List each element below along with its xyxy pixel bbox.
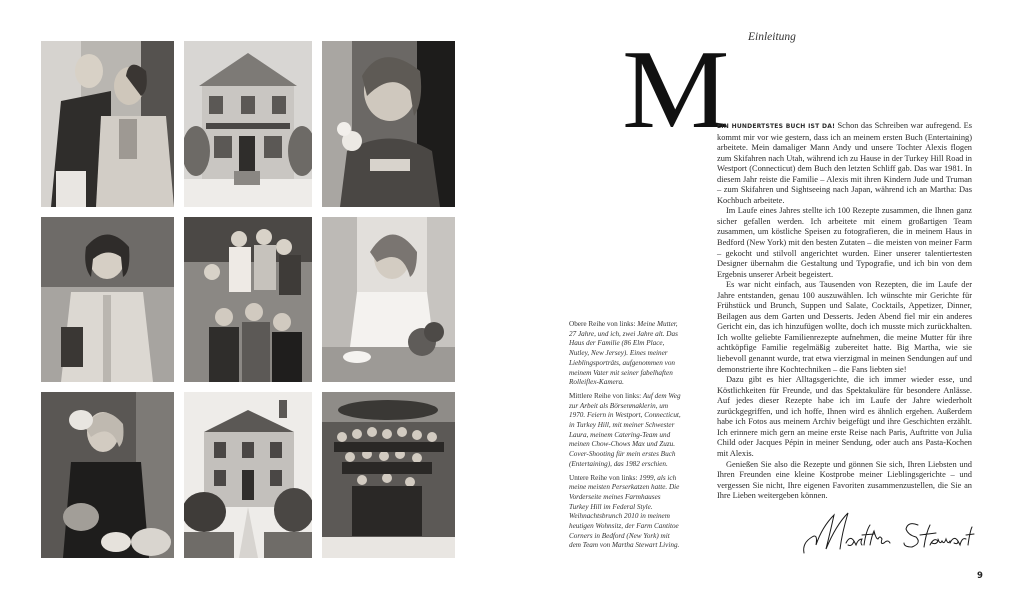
- caption-label: Obere Reihe von links:: [569, 320, 636, 328]
- caption-text: Meine Mutter, 27 Jahre, und ich, zwei Jahre alt. Das Haus der Familie (86 Elm Place, Nutley, New Jersey). Eines meiner Lieblingsporträts, aufgenommen von meinem Vater mit seiner fabelhaften Rolleiflex-Kamera.: [569, 320, 678, 387]
- photo-mother-and-daughter: [41, 41, 174, 207]
- page-number: 9: [977, 571, 983, 581]
- photo-turkey-hill-farmhouse: [184, 392, 312, 558]
- photo-christmas-brunch-team: [322, 392, 455, 558]
- paragraph-text: Schon das Schreiben war aufregend. Es kommt mir vor wie gestern, dass ich an meinem ersten Buch (Entertaining) arbeitete. Mein damaliger Mann Andy und unsere Tochter Alexis flogen zum Skifahren nach Utah, während ich zu Hause in der Turkey Hill Road in Westport (Connecticut) dem Buch den letzten Schliff gab. Das war 1981. In diesem Jahr reiste die Familie – Alexis mit ihren Kindern Jude und Truman – zum Skifahren und Sightseeing nach Japan, während ich an Martha: Das Kochbuch arbeitete.: [717, 121, 972, 205]
- caption-bottom-row: [569, 474, 681, 552]
- caption-label: Untere Reihe von links:: [569, 473, 638, 482]
- introduction-body: [717, 121, 972, 502]
- drop-cap: M: [622, 28, 730, 152]
- signature-martha-stewart: [800, 505, 975, 560]
- photo-trench-coat: [41, 217, 174, 382]
- lead-in: EIN HUNDERTSTES BUCH IST DA!: [717, 123, 836, 130]
- caption-text: Auf dem Weg zur Arbeit als Börsenmaklerin, um 1970. Feiern in Westport, Connecticut, in Turkey Hill, mit meiner Schwester Laura, meinem Catering-Team und meinen Chow-Chows Max und Zuzu. Cover-Shooting für mein erstes Buch (Entertaining), das 1982 erschien.: [569, 391, 681, 468]
- section-title: Einleitung: [748, 31, 796, 43]
- photo-cover-shoot: [322, 217, 455, 382]
- photo-family-house: [184, 41, 312, 207]
- photo-westport-party: [184, 217, 312, 382]
- caption-text: 1999, als ich meine meisten Perserkatzen hatte. Die Vorderseite meines Farmhauses Turkey Hill im Federal Style. Weihnachtsbrunch 2010 in meinem heutigen Wohnsitz, der Farm Cantitoe Corners in Bedford (New York) mit dem Team von Martha Stewart Living.: [569, 473, 680, 550]
- paragraph-4: Dazu gibt es hier Alltagsgerichte, die ich immer wieder esse, und Köstlichkeiten für Freunde, und das Spektakuläre für besondere Anlässe. Auf jedes dieser Rezepte habe ich im Laufe der Jahre wiederholt zurückgegriffen, und ich hoffe, Ihnen wird es ähnlich ergehen. Außerdem habe ich Fotos aus meinem Archiv beigefügt und ihre Geschichten erzählt. Ich erinnere mich gern an meine erste Reise nach Paris, Auftritte von Julia Child oder Jacques Pépin in meiner Sendung, oder auch ans Pasta-Kochen mit Alexis.: [717, 375, 972, 458]
- paragraph-1: [717, 121, 972, 206]
- photo-persian-cats: [41, 392, 174, 558]
- caption-middle-row: [569, 392, 681, 470]
- caption-label: Mittlere Reihe von links:: [569, 391, 642, 400]
- photo-captions: [569, 320, 681, 555]
- paragraph-3: Es war nicht einfach, aus Tausenden von Rezepten, die im Laufe der Jahre entstanden, genau 100 auszuwählen. Ich wünschte mir Gerichte für Frühstück und Brunch, Suppen und Salate, Cocktails, Appetizer, Dinner, Beilagen aus dem Garten und Desserts. Jeden Abend fiel mir ein anderes Gericht ein, das ich hinzufügen wollte, doch ich musste mich zurückhalten. Ich wollte geliebte Familienrezepte aufnehmen, die meine Mutter für ihre achtköpfige Familie regelmäßig zubereitet hatte. Big Martha, wie sie liebevoll genannt wurde, trat etwa vierzigmal in meinen Sendungen auf und demonstrierte ihre Kochtechniken – die Fans liebten sie!: [717, 280, 972, 374]
- caption-top-row: [569, 320, 681, 388]
- paragraph-2: Im Laufe eines Jahres stellte ich 100 Rezepte zusammen, die Ihnen ganz sicher gefallen werden. Ich arbeitete mit einem großartigen Team zusammen, um köstliche Speisen zu fotografieren, die in meinem Haus in Bedford (New York) mit den besten Zutaten – die meisten von meiner Farm – gekocht und stilvoll angerichtet wurden. Einer unserer talentiertesten Designer übernahm die Gestaltung und Typografie, und ich bin von dem Ergebnis unserer Arbeit begeistert.: [717, 206, 972, 279]
- signature-icon: [800, 505, 975, 560]
- photo-girl-portrait: [322, 41, 455, 207]
- paragraph-5: Genießen Sie also die Rezepte und gönnen Sie sich, Ihren Liebsten und Ihren Freunden eine kleine Kostprobe meiner Lieblingsgerichte – und vergessen Sie nicht, Ihre eigenen Favoriten zusammenzustellen, die Sie an Ihre Lieben weitergeben können.: [717, 459, 972, 501]
